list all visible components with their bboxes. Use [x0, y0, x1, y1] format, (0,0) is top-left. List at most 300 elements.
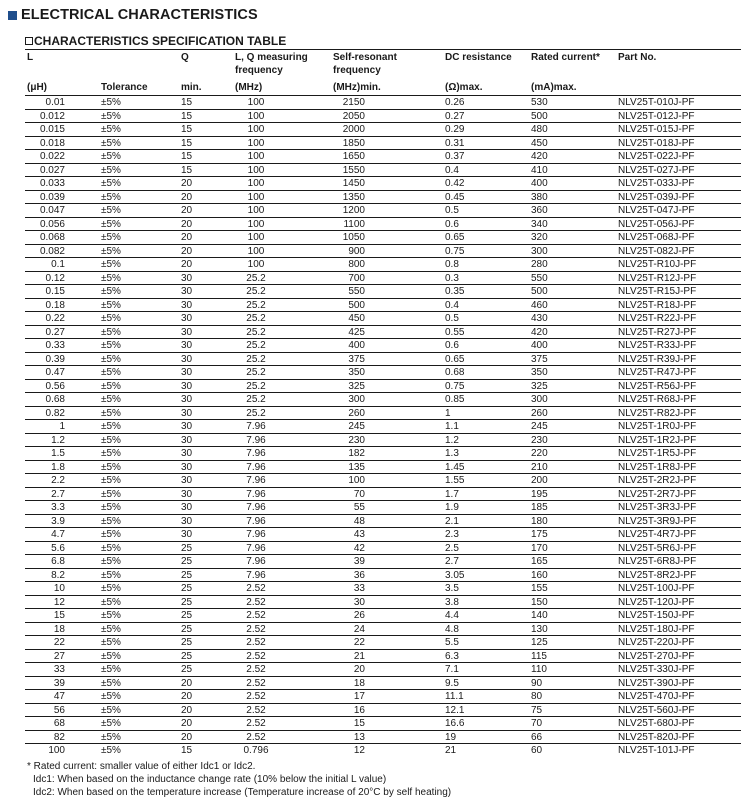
header-part-no: Part No. [618, 52, 657, 63]
cell-q-min: 25 [181, 583, 193, 594]
cell-measuring-frequency: 25.2 [246, 326, 266, 338]
header-srf-unit: (MHz)min. [333, 82, 381, 93]
cell-dc-resistance: 5.5 [445, 637, 459, 648]
cell-q-min: 15 [181, 151, 193, 162]
cell-self-resonant-frequency: 42 [353, 542, 365, 554]
cell-rated-current: 130 [531, 623, 548, 635]
table-row [25, 434, 741, 448]
table-row [25, 339, 741, 353]
cell-measuring-frequency: 100 [247, 259, 265, 270]
table-row [25, 177, 741, 191]
cell-measuring-frequency: 2.52 [246, 650, 266, 662]
cell-dc-resistance: 0.75 [445, 245, 465, 257]
cell-measuring-frequency: 7.96 [246, 448, 266, 459]
cell-tolerance: ±5% [101, 137, 121, 149]
cell-tolerance: ±5% [101, 542, 121, 554]
cell-rated-current: 230 [531, 434, 548, 446]
cell-rated-current: 420 [531, 151, 548, 162]
cell-part-number: NLV25T-033J-PF [618, 178, 695, 189]
cell-dc-resistance: 12.1 [445, 704, 465, 716]
cell-part-number: NLV25T-4R7J-PF [618, 529, 697, 540]
cell-tolerance: ±5% [101, 556, 121, 567]
cell-part-number: NLV25T-056J-PF [618, 218, 695, 230]
cell-q-min: 20 [181, 218, 193, 230]
cell-dc-resistance: 0.27 [445, 110, 465, 122]
cell-dc-resistance: 6.3 [445, 650, 459, 662]
cell-part-number: NLV25T-R18J-PF [618, 299, 697, 311]
cell-inductance: 15 [53, 610, 65, 621]
cell-part-number: NLV25T-1R0J-PF [618, 421, 697, 432]
header-srf-line2: frequency [333, 65, 381, 76]
cell-rated-current: 165 [531, 556, 548, 567]
cell-inductance: 0.1 [51, 259, 65, 270]
cell-inductance: 12 [53, 596, 65, 608]
cell-measuring-frequency: 2.52 [246, 731, 266, 743]
cell-self-resonant-frequency: 1850 [342, 137, 365, 149]
cell-measuring-frequency: 7.96 [246, 461, 266, 473]
cell-inductance: 0.039 [39, 191, 65, 203]
cell-rated-current: 170 [531, 542, 548, 554]
table-row [25, 299, 741, 313]
cell-dc-resistance: 0.4 [445, 299, 459, 311]
cell-part-number: NLV25T-R82J-PF [618, 407, 697, 419]
cell-self-resonant-frequency: 550 [348, 286, 365, 297]
cell-self-resonant-frequency: 325 [348, 380, 365, 392]
cell-part-number: NLV25T-6R8J-PF [618, 556, 697, 567]
cell-measuring-frequency: 2.52 [246, 610, 266, 621]
cell-tolerance: ±5% [101, 124, 121, 135]
cell-rated-current: 320 [531, 232, 548, 243]
cell-rated-current: 210 [531, 461, 548, 473]
cell-tolerance: ±5% [101, 299, 121, 311]
header-srf-line1: Self-resonant [333, 52, 397, 63]
cell-rated-current: 115 [531, 650, 547, 662]
cell-measuring-frequency: 7.96 [246, 434, 266, 446]
cell-dc-resistance: 1.7 [445, 488, 459, 500]
cell-tolerance: ±5% [101, 434, 121, 446]
cell-inductance: 2.7 [51, 488, 65, 500]
cell-part-number: NLV25T-R12J-PF [618, 272, 697, 284]
cell-rated-current: 180 [531, 515, 548, 527]
cell-rated-current: 60 [531, 745, 543, 756]
cell-self-resonant-frequency: 1550 [342, 164, 365, 176]
cell-rated-current: 410 [531, 164, 548, 176]
cell-dc-resistance: 0.42 [445, 178, 465, 189]
cell-rated-current: 90 [531, 677, 543, 689]
cell-measuring-frequency: 2.52 [246, 583, 266, 594]
table-row [25, 555, 741, 569]
cell-self-resonant-frequency: 24 [353, 623, 365, 635]
cell-part-number: NLV25T-680J-PF [618, 718, 695, 729]
cell-self-resonant-frequency: 36 [353, 569, 365, 581]
header-q-unit: min. [181, 82, 202, 93]
cell-dc-resistance: 0.85 [445, 394, 465, 405]
cell-part-number: NLV25T-270J-PF [618, 650, 695, 662]
cell-inductance: 5.6 [51, 542, 65, 554]
cell-rated-current: 460 [531, 299, 548, 311]
cell-self-resonant-frequency: 20 [353, 664, 365, 675]
cell-measuring-frequency: 7.96 [246, 515, 266, 527]
cell-dc-resistance: 2.7 [445, 556, 459, 567]
cell-part-number: NLV25T-820J-PF [618, 731, 695, 743]
cell-tolerance: ±5% [101, 259, 121, 270]
cell-tolerance: ±5% [101, 380, 121, 392]
cell-measuring-frequency: 25.2 [246, 353, 266, 365]
cell-self-resonant-frequency: 245 [348, 421, 365, 432]
cell-dc-resistance: 3.05 [445, 569, 465, 581]
cell-self-resonant-frequency: 1350 [342, 191, 365, 203]
table-row [25, 704, 741, 718]
cell-rated-current: 350 [531, 367, 548, 378]
cell-part-number: NLV25T-8R2J-PF [618, 569, 697, 581]
table-row [25, 191, 741, 205]
cell-measuring-frequency: 2.52 [246, 677, 266, 689]
cell-part-number: NLV25T-R22J-PF [618, 313, 697, 324]
table-row [25, 650, 741, 664]
cell-q-min: 20 [181, 731, 193, 743]
cell-q-min: 30 [181, 380, 193, 392]
cell-rated-current: 400 [531, 340, 548, 351]
cell-q-min: 30 [181, 421, 193, 432]
cell-rated-current: 75 [531, 704, 543, 716]
cell-tolerance: ±5% [101, 650, 121, 662]
cell-dc-resistance: 21 [445, 745, 457, 756]
cell-rated-current: 300 [531, 394, 548, 405]
header-l: L [27, 52, 34, 63]
cell-self-resonant-frequency: 375 [348, 353, 365, 365]
cell-dc-resistance: 1 [445, 407, 451, 419]
cell-dc-resistance: 0.65 [445, 232, 465, 243]
cell-rated-current: 450 [531, 137, 548, 149]
table-row [25, 272, 741, 286]
cell-part-number: NLV25T-068J-PF [618, 232, 695, 243]
cell-rated-current: 160 [531, 569, 548, 581]
cell-rated-current: 200 [531, 475, 548, 486]
cell-tolerance: ±5% [101, 502, 121, 513]
table-row [25, 515, 741, 529]
cell-part-number: NLV25T-010J-PF [618, 97, 695, 108]
cell-rated-current: 80 [531, 691, 543, 702]
cell-self-resonant-frequency: 350 [348, 367, 365, 378]
cell-self-resonant-frequency: 55 [353, 502, 365, 513]
table-row [25, 231, 741, 245]
cell-q-min: 25 [181, 637, 193, 648]
cell-rated-current: 420 [531, 326, 548, 338]
cell-part-number: NLV25T-R56J-PF [618, 380, 697, 392]
cell-rated-current: 260 [531, 407, 548, 419]
cell-self-resonant-frequency: 900 [348, 245, 365, 257]
cell-dc-resistance: 0.26 [445, 97, 465, 108]
cell-dc-resistance: 0.5 [445, 313, 459, 324]
cell-inductance: 0.01 [45, 97, 65, 108]
cell-q-min: 30 [181, 515, 193, 527]
table-row [25, 96, 741, 110]
cell-tolerance: ±5% [101, 151, 121, 162]
cell-q-min: 25 [181, 569, 193, 581]
cell-inductance: 6.8 [51, 556, 65, 567]
cell-measuring-frequency: 7.96 [246, 421, 266, 432]
cell-tolerance: ±5% [101, 272, 121, 284]
cell-self-resonant-frequency: 70 [353, 488, 365, 500]
table-row [25, 447, 741, 461]
cell-part-number: NLV25T-R47J-PF [618, 367, 697, 378]
cell-part-number: NLV25T-1R5J-PF [618, 448, 697, 459]
cell-tolerance: ±5% [101, 353, 121, 365]
table-row [25, 420, 741, 434]
cell-rated-current: 340 [531, 218, 548, 230]
cell-self-resonant-frequency: 48 [353, 515, 365, 527]
cell-part-number: NLV25T-027J-PF [618, 164, 695, 176]
cell-inductance: 22 [53, 637, 65, 648]
cell-rated-current: 245 [531, 421, 548, 432]
cell-q-min: 15 [181, 137, 193, 149]
cell-dc-resistance: 3.8 [445, 596, 459, 608]
cell-part-number: NLV25T-1R8J-PF [618, 461, 697, 473]
cell-inductance: 100 [48, 745, 65, 756]
cell-tolerance: ±5% [101, 205, 121, 216]
cell-measuring-frequency: 25.2 [246, 407, 266, 419]
cell-rated-current: 530 [531, 97, 548, 108]
cell-dc-resistance: 1.9 [445, 502, 459, 513]
cell-measuring-frequency: 100 [247, 245, 265, 257]
table-row [25, 218, 741, 232]
title-square-icon [8, 11, 17, 20]
cell-self-resonant-frequency: 182 [348, 448, 365, 459]
cell-measuring-frequency: 25.2 [246, 380, 266, 392]
cell-measuring-frequency: 100 [247, 232, 265, 243]
cell-tolerance: ±5% [101, 691, 121, 702]
header-l-unit: (μH) [27, 82, 47, 93]
cell-self-resonant-frequency: 2000 [342, 124, 365, 135]
cell-q-min: 20 [181, 704, 193, 716]
cell-q-min: 30 [181, 313, 193, 324]
table-body [25, 96, 741, 758]
cell-dc-resistance: 2.5 [445, 542, 459, 554]
footnote-idc1: Idc1: When based on the inductance change rate (10% below the initial L value) [33, 774, 387, 785]
table-row [25, 528, 741, 542]
cell-q-min: 20 [181, 191, 193, 203]
cell-rated-current: 380 [531, 191, 548, 203]
cell-dc-resistance: 0.45 [445, 191, 465, 203]
footnote-rated-current: * Rated current: smaller value of either Idc1 or Idc2. [27, 761, 256, 772]
cell-part-number: NLV25T-082J-PF [618, 245, 695, 257]
cell-self-resonant-frequency: 33 [353, 583, 365, 594]
cell-inductance: 0.22 [45, 313, 65, 324]
cell-inductance: 0.018 [39, 137, 65, 149]
cell-measuring-frequency: 100 [247, 124, 265, 135]
table-row [25, 164, 741, 178]
cell-inductance: 1.2 [51, 434, 65, 446]
cell-self-resonant-frequency: 100 [348, 475, 365, 486]
cell-tolerance: ±5% [101, 286, 121, 297]
cell-dc-resistance: 16.6 [445, 718, 465, 729]
cell-measuring-frequency: 7.96 [246, 475, 266, 486]
cell-part-number: NLV25T-560J-PF [618, 704, 695, 716]
cell-q-min: 25 [181, 610, 193, 621]
cell-tolerance: ±5% [101, 326, 121, 338]
cell-inductance: 0.27 [45, 326, 65, 338]
cell-q-min: 30 [181, 326, 193, 338]
table-row [25, 609, 741, 623]
cell-rated-current: 300 [531, 245, 548, 257]
cell-q-min: 25 [181, 542, 193, 554]
cell-self-resonant-frequency: 425 [348, 326, 365, 338]
cell-inductance: 39 [53, 677, 65, 689]
cell-rated-current: 195 [531, 488, 548, 500]
cell-tolerance: ±5% [101, 394, 121, 405]
table-row [25, 204, 741, 218]
table-header [25, 49, 741, 96]
cell-inductance: 0.022 [39, 151, 65, 162]
cell-measuring-frequency: 25.2 [246, 340, 266, 351]
cell-dc-resistance: 4.4 [445, 610, 459, 621]
table-row [25, 110, 741, 124]
cell-tolerance: ±5% [101, 475, 121, 486]
cell-q-min: 30 [181, 353, 193, 365]
cell-measuring-frequency: 2.52 [246, 704, 266, 716]
cell-inductance: 56 [53, 704, 65, 716]
cell-tolerance: ±5% [101, 340, 121, 351]
cell-self-resonant-frequency: 1050 [342, 232, 365, 243]
cell-measuring-frequency: 25.2 [246, 313, 266, 324]
cell-rated-current: 375 [531, 353, 548, 365]
cell-part-number: NLV25T-R10J-PF [618, 259, 697, 270]
cell-tolerance: ±5% [101, 191, 121, 203]
section-title [8, 7, 258, 23]
cell-dc-resistance: 0.55 [445, 326, 465, 338]
table-row [25, 596, 741, 610]
cell-part-number: NLV25T-3R9J-PF [618, 515, 697, 527]
cell-part-number: NLV25T-2R7J-PF [618, 488, 697, 500]
cell-q-min: 20 [181, 232, 193, 243]
cell-self-resonant-frequency: 300 [348, 394, 365, 405]
cell-q-min: 30 [181, 434, 193, 446]
cell-inductance: 0.82 [45, 407, 65, 419]
table-row [25, 245, 741, 259]
cell-tolerance: ±5% [101, 704, 121, 716]
cell-measuring-frequency: 0.796 [243, 745, 269, 756]
table-row [25, 326, 741, 340]
cell-measuring-frequency: 100 [247, 137, 265, 149]
cell-self-resonant-frequency: 450 [348, 313, 365, 324]
cell-rated-current: 70 [531, 718, 543, 729]
cell-dc-resistance: 0.68 [445, 367, 465, 378]
cell-self-resonant-frequency: 30 [353, 596, 365, 608]
cell-dc-resistance: 0.5 [445, 205, 459, 216]
cell-q-min: 30 [181, 461, 193, 473]
cell-q-min: 30 [181, 502, 193, 513]
cell-self-resonant-frequency: 1200 [342, 205, 365, 216]
cell-self-resonant-frequency: 18 [353, 677, 365, 689]
cell-dc-resistance: 1.3 [445, 448, 459, 459]
cell-part-number: NLV25T-018J-PF [618, 137, 695, 149]
cell-q-min: 30 [181, 448, 193, 459]
cell-tolerance: ±5% [101, 218, 121, 230]
table-row [25, 258, 741, 272]
cell-inductance: 3.3 [51, 502, 65, 513]
cell-measuring-frequency: 100 [247, 178, 265, 189]
cell-self-resonant-frequency: 39 [353, 556, 365, 567]
cell-q-min: 15 [181, 97, 193, 108]
cell-dc-resistance: 1.55 [445, 475, 465, 486]
cell-q-min: 30 [181, 488, 193, 500]
cell-measuring-frequency: 7.96 [246, 542, 266, 554]
cell-measuring-frequency: 7.96 [246, 529, 266, 540]
cell-rated-current: 400 [531, 178, 548, 189]
cell-part-number: NLV25T-101J-PF [618, 745, 695, 756]
header-freq-line2: frequency [235, 65, 283, 76]
cell-tolerance: ±5% [101, 623, 121, 635]
table-row [25, 380, 741, 394]
cell-inductance: 2.2 [51, 475, 65, 486]
cell-measuring-frequency: 25.2 [246, 367, 266, 378]
cell-tolerance: ±5% [101, 718, 121, 729]
cell-tolerance: ±5% [101, 515, 121, 527]
cell-rated-current: 110 [531, 664, 547, 675]
cell-measuring-frequency: 100 [247, 205, 265, 216]
cell-inductance: 27 [53, 650, 65, 662]
cell-dc-resistance: 0.35 [445, 286, 465, 297]
header-dc-unit: (Ω)max. [445, 82, 483, 93]
cell-measuring-frequency: 2.52 [246, 691, 266, 702]
cell-tolerance: ±5% [101, 731, 121, 743]
cell-dc-resistance: 0.8 [445, 259, 459, 270]
cell-q-min: 20 [181, 677, 193, 689]
table-row [25, 150, 741, 164]
cell-part-number: NLV25T-022J-PF [618, 151, 695, 162]
cell-dc-resistance: 0.3 [445, 272, 459, 284]
cell-q-min: 30 [181, 286, 193, 297]
cell-q-min: 30 [181, 407, 193, 419]
cell-inductance: 0.68 [45, 394, 65, 405]
cell-inductance: 0.12 [45, 272, 65, 284]
cell-rated-current: 325 [531, 380, 548, 392]
cell-self-resonant-frequency: 22 [353, 637, 365, 648]
cell-inductance: 68 [53, 718, 65, 729]
cell-self-resonant-frequency: 26 [353, 610, 365, 621]
cell-dc-resistance: 11.1 [445, 691, 464, 702]
cell-tolerance: ±5% [101, 110, 121, 122]
cell-dc-resistance: 1.2 [445, 434, 459, 446]
table-row [25, 623, 741, 637]
cell-inductance: 0.033 [39, 178, 65, 189]
cell-measuring-frequency: 2.52 [246, 623, 266, 635]
cell-inductance: 10 [53, 583, 65, 594]
cell-inductance: 1.5 [51, 448, 65, 459]
cell-inductance: 0.15 [45, 286, 65, 297]
cell-rated-current: 175 [531, 529, 548, 540]
header-tolerance: Tolerance [101, 82, 148, 93]
cell-tolerance: ±5% [101, 637, 121, 648]
cell-measuring-frequency: 100 [247, 97, 265, 108]
table-row [25, 569, 741, 583]
cell-self-resonant-frequency: 1450 [342, 178, 365, 189]
cell-rated-current: 550 [531, 272, 548, 284]
cell-tolerance: ±5% [101, 232, 121, 243]
header-q: Q [181, 52, 189, 63]
cell-part-number: NLV25T-R39J-PF [618, 353, 697, 365]
cell-self-resonant-frequency: 15 [353, 718, 365, 729]
table-row [25, 636, 741, 650]
cell-part-number: NLV25T-220J-PF [618, 637, 695, 648]
cell-dc-resistance: 0.75 [445, 380, 465, 392]
cell-tolerance: ±5% [101, 178, 121, 189]
cell-part-number: NLV25T-047J-PF [618, 205, 695, 216]
cell-tolerance: ±5% [101, 596, 121, 608]
table-row [25, 353, 741, 367]
cell-inductance: 0.015 [39, 124, 65, 135]
table-row [25, 501, 741, 515]
